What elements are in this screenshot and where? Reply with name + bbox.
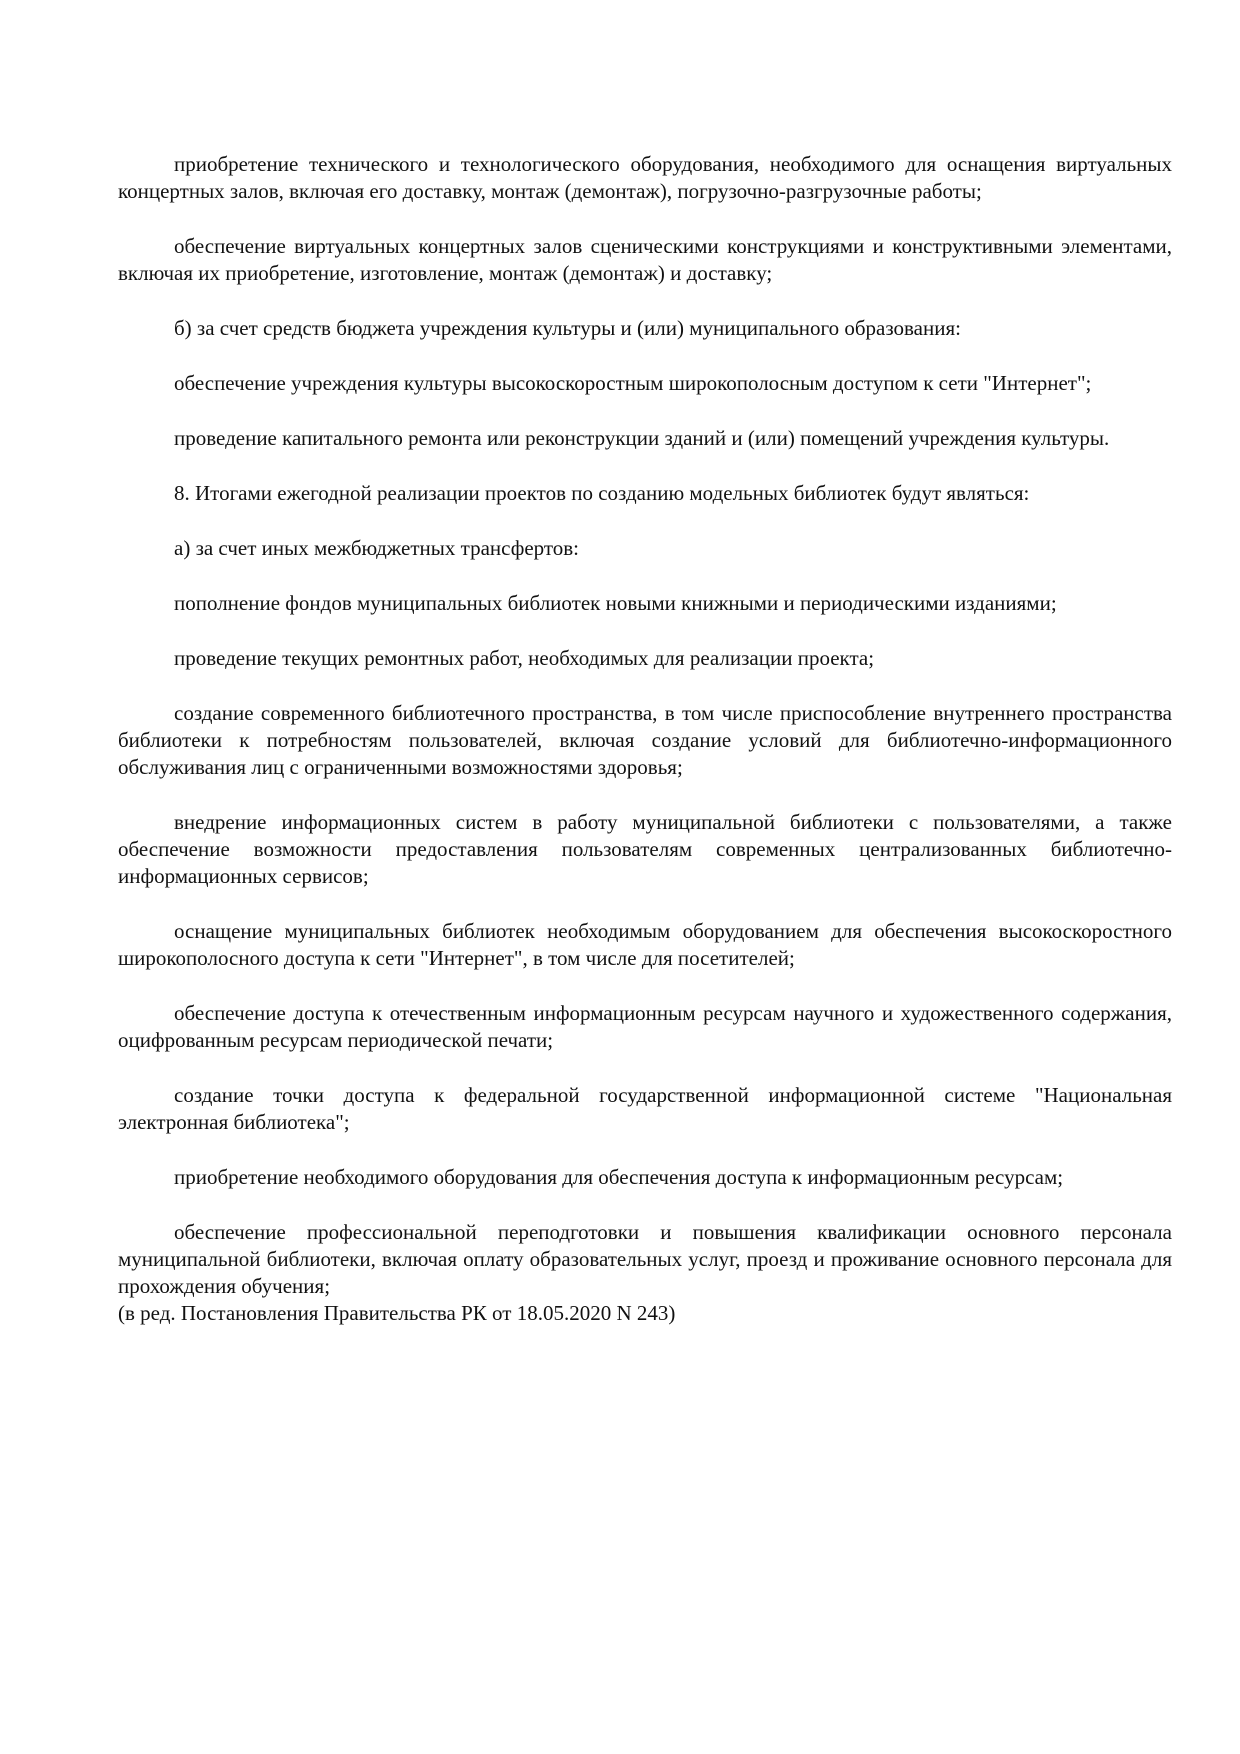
paragraph: обеспечение доступа к отечественным информационным ресурсам научного и художественного содержания, оцифрованным ресурсам периодической печати; — [118, 1001, 1172, 1052]
paragraph: внедрение информационных систем в работу муниципальной библиотеки с пользователями, а также обеспечение возможности предоставления пользователям современных централизованных библиотечно-информационных сервисов; — [118, 810, 1172, 888]
paragraph: пополнение фондов муниципальных библиотек новыми книжными и периодическими изданиями; — [174, 591, 1057, 615]
paragraph: обеспечение профессиональной переподготовки и повышения квалификации основного персонала муниципальной библиотеки, включая оплату образовательных услуг, проезд и проживание основного персонала для прохождения обучения; — [118, 1220, 1172, 1298]
paragraph: а) за счет иных межбюджетных трансфертов: — [174, 536, 580, 560]
paragraph: б) за счет средств бюджета учреждения культуры и (или) муниципального образования: — [174, 316, 961, 340]
paragraph: обеспечение виртуальных концертных залов сценическими конструкциями и конструктивными элементами, включая их приобретение, изготовление, монтаж (демонтаж) и доставку; — [118, 234, 1172, 285]
paragraph: 8. Итогами ежегодной реализации проектов по созданию модельных библиотек будут являться: — [174, 481, 1030, 505]
paragraph: оснащение муниципальных библиотек необходимым оборудованием для обеспечения высокоскоростного широкополосного доступа к сети "Интернет", в том числе для посетителей; — [118, 919, 1172, 970]
amendment-note: (в ред. Постановления Правительства РК от 18.05.2020 N 243) — [118, 1301, 676, 1325]
paragraph: обеспечение учреждения культуры высокоскоростным широкополосным доступом к сети "Интернет"; — [174, 371, 1092, 395]
paragraph: приобретение необходимого оборудования для обеспечения доступа к информационным ресурсам; — [174, 1165, 1064, 1189]
paragraph: проведение капитального ремонта или реконструкции зданий и (или) помещений учреждения культуры. — [174, 426, 1110, 450]
paragraph: создание современного библиотечного пространства, в том числе приспособление внутреннего пространства библиотеки к потребностям пользователей, включая создание условий для библиотечно-информационного обслуживания лиц с ограниченными возможностями здоровья; — [118, 701, 1172, 779]
paragraph: создание точки доступа к федеральной государственной информационной системе "Национальная электронная библиотека"; — [118, 1083, 1172, 1134]
document-page — [118, 151, 1172, 1327]
paragraph: проведение текущих ремонтных работ, необходимых для реализации проекта; — [174, 646, 875, 670]
paragraph: приобретение технического и технологического оборудования, необходимого для оснащения виртуальных концертных залов, включая его доставку, монтаж (демонтаж), погрузочно-разгрузочные работы; — [118, 152, 1172, 203]
